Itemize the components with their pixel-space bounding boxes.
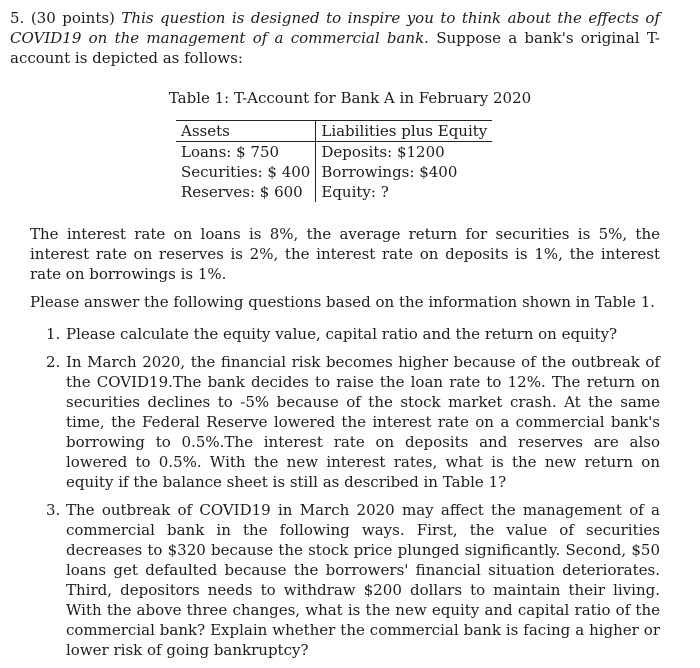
subquestion-list [30,324,660,668]
question-intro-italic: This question is designed to inspire you to think about the effects of COVID19 on the management of a commercial bank. [10,9,660,47]
t-account-table [176,120,492,202]
subquestion-label: 1. [46,325,61,343]
header-assets: Assets [176,121,316,142]
table-row [176,142,492,163]
cell-borrowings: Borrowings: $400 [321,163,458,181]
subquestion-text: In March 2020, the financial risk becomes higher because of the outbreak of the COVID19.The bank decides to raise the loan rate to 12%. The return on securities declines to -5% because of the stock market crash. At the same time, the Federal Reserve lowered the interest rate on a commercial bank's borrowing to 0.5%.The interest rate on deposits and reserves are also lowered to 0.5%. With the new interest rates, what is the new return on equity if the balance sheet is still as described in Table 1? [66,353,660,491]
cell-securities: Securities: $ 400 [176,162,316,182]
instruction-paragraph: Please answer the following questions based on the information shown in Table 1. [30,293,656,311]
cell-loans: Loans: $ 750 [176,142,316,163]
table-row [176,162,492,182]
subquestion-text: The outbreak of COVID19 in March 2020 may affect the management of a commercial bank in the following ways. First, the value of securities decreases to $320 because the stock price plunged significantly. Second, $50 loans get defaulted because the borrowers' financial situation deteriorates. Third, depositors needs to withdraw $200 dollars to maintain their living. With the above three changes, what is the new equity and capital ratio of the commercial bank? Explain whether the commercial bank is facing a higher or lower risk of going bankruptcy? [66,501,660,659]
list-item [30,324,660,344]
list-item [30,352,660,492]
table-row [176,182,492,202]
question-header [10,8,660,68]
header-liabilities-equity: Liabilities plus Equity [316,121,492,142]
subquestion-label: 3. [46,501,61,519]
cell-deposits: Deposits: $1200 [321,143,445,161]
subquestion-text: Please calculate the equity value, capital ratio and the return on equity? [66,325,618,343]
question-points: (30 points) [30,9,115,27]
list-item [30,500,660,660]
question-number: 5. [10,9,25,27]
question-intro-rest: Suppose a bank's original T-account is depicted as follows: [10,29,660,67]
table-header-row [176,121,492,142]
table-caption: Table 1: T-Account for Bank A in February 2020 [168,89,532,107]
subquestion-label: 2. [46,353,61,371]
cell-reserves: Reserves: $ 600 [176,182,316,202]
cell-equity: Equity: ? [321,183,389,201]
interest-rates-paragraph: The interest rate on loans is 8%, the average return for securities is 5%, the interest rate on reserves is 2%, the interest rate on deposits is 1%, the interest rate on borrowings is 1%. [30,225,660,283]
